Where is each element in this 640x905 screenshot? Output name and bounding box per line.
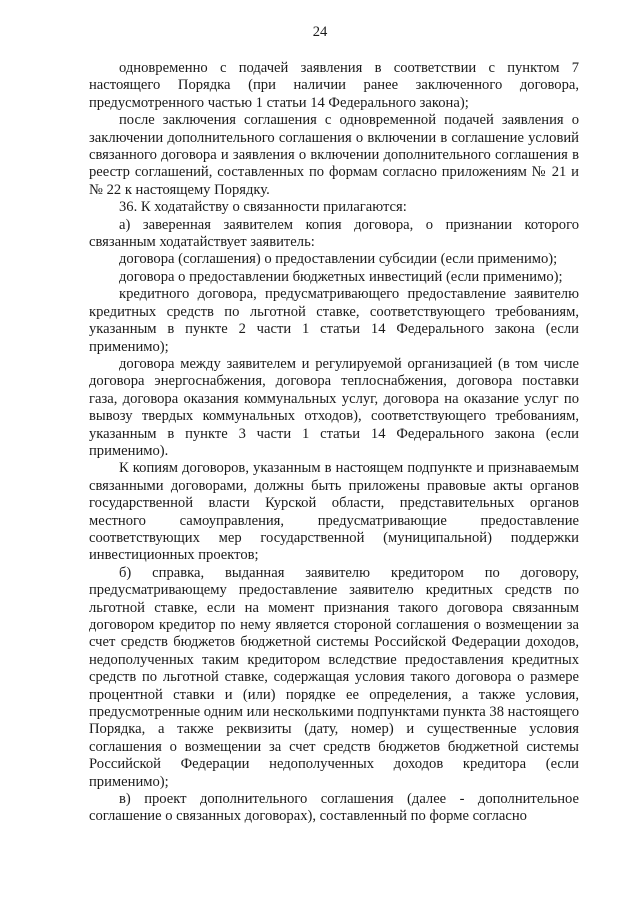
- page-number: 24: [312, 24, 328, 40]
- paragraph-subsidy-contract: договора (соглашения) о предоставлении субсидии (если применимо);: [119, 251, 558, 268]
- paragraph-after-agreement: после заключения соглашения с одновременной подачей заявления о заключении дополнительного соглашения о включении в соглашение условий связанного договора и заявления о включении дополнительного соглашения в реестр соглашений, составленных по формам согласно приложениям № 21 и № 22 к настоящему Порядку.: [89, 112, 579, 198]
- paragraph-subitem-b: б) справка, выданная заявителю кредитором по договору, предусматривающему предоставление заявителю кредитных средств по льготной ставке, если на момент признания такого договора связанным договором кредитор по нему является стороной соглашения о возмещении за счет средств бюджетов бюджетной системы Российской Федерации доходов, недополученных таким кредитором вследствие предоставления кредитных средств по льготной ставке, содержащая условия такого договора о размере процентной ставки и (или) порядке ее определения, а также условия, предусмотренные одним или несколькими подпунктами пункта 38 настоящего Порядка, а также реквизиты (дату, номер) и существенные условия соглашения о возмещении за счет средств бюджетов бюджетной системы Российской Федерации недополученных доходов кредитора (если применимо);: [89, 564, 579, 790]
- paragraph-item-36-heading: 36. К ходатайству о связанности прилагаются:: [119, 199, 407, 216]
- paragraph-credit-contract: кредитного договора, предусматривающего предоставление заявителю кредитных средств по льготной ставке, соответствующего требованиям, указанным в пункте 2 части 1 статьи 14 Федерального закона (если применимо);: [89, 286, 579, 355]
- paragraph-subitem-a: а) заверенная заявителем копия договора, о признании которого связанным ходатайствует заявитель:: [89, 216, 579, 251]
- paragraph-regulated-organization-contract: договора между заявителем и регулируемой организацией (в том числе договора энергоснабжения, договора теплоснабжения, договора поставки газа, договора оказания коммунальных услуг, договора на оказание услуг по вывозу твердых коммунальных отходов), соответствующего требованиям, указанным в пункте 3 части 1 статьи 14 Федерального закона (если применимо).: [89, 355, 579, 459]
- paragraph-submission-with-application: одновременно с подачей заявления в соответствии с пунктом 7 настоящего Порядка (при наличии ранее заключенного договора, предусмотренного частью 1 статьи 14 Федерального закона);: [89, 60, 579, 111]
- paragraph-subitem-v: в) проект дополнительного соглашения (далее - дополнительное соглашение о связанных договорах), составленный по форме согласно: [89, 791, 579, 825]
- document-body: [89, 60, 579, 826]
- paragraph-contract-copies: К копиям договоров, указанным в настоящем подпункте и признаваемым связанными договорами, должны быть приложены правовые акты органов государственной власти Курской области, представительных органов местного самоуправления, предусматривающие предоставление соответствующих мер государственной (муниципальной) поддержки инвестиционных проектов;: [89, 460, 579, 564]
- paragraph-budget-investment-contract: договора о предоставлении бюджетных инвестиций (если применимо);: [119, 268, 563, 285]
